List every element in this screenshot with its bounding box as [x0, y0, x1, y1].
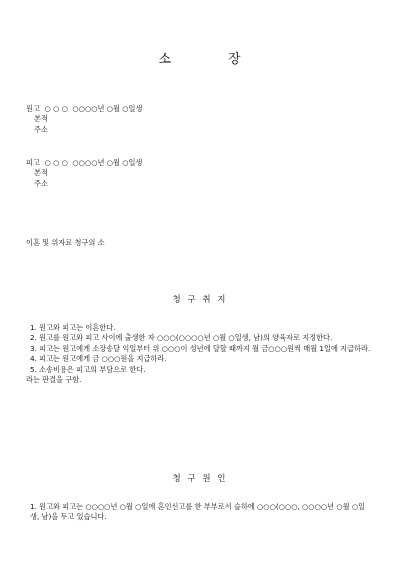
defendant-domicile: 본적	[34, 168, 48, 178]
document-title	[0, 51, 400, 70]
defendant-block	[26, 158, 142, 189]
claim-item-5: 5. 소송비용은 피고의 부담으로 한다.	[30, 364, 146, 374]
cause-body	[26, 502, 374, 523]
plaintiff-domicile: 본적	[34, 114, 48, 124]
claim-item-2: 2. 원고를 원고와 피고 사이에 출생한 자 ○○○(○○○○년 ○월 ○일생, 남)의 양육자로 지정한다.	[30, 333, 333, 343]
title-char-2: 장	[228, 52, 242, 67]
claim-closing: 라는 판결을 구함.	[26, 375, 82, 385]
plaintiff-block	[26, 104, 142, 135]
claim-item-1: 1. 원고와 피고는 이혼한다.	[30, 323, 116, 332]
claim-item-4: 4. 피고는 원고에게 금 ○○○원을 지급하라.	[30, 354, 167, 364]
claim-item-3: 3. 피고는 원고에게 소장송달 익일부터 위 ○○○이 성년에 달할 때까지 월 금○○○원씩 매월 1일에 지급하라.	[30, 343, 371, 353]
cause-heading: 청 구 원 인	[172, 474, 228, 484]
plaintiff-address: 주소	[34, 124, 48, 134]
cause-item-1: 1. 원고와 피고는 ○○○○년 ○월 ○일에 혼인신고를 한 부부로서 슬하에 ○○○(○○○, ○○○○년 ○월 ○일생, 남)을 두고 있습니다.	[30, 502, 366, 522]
defendant-address: 주소	[34, 178, 48, 188]
plaintiff-line: 원고 ○ ○ ○ ○○○○년 ○월 ○일생	[26, 104, 143, 113]
defendant-line: 피고 ○ ○ ○ ○○○○년 ○월 ○일생	[26, 158, 143, 167]
claim-body	[26, 323, 374, 386]
claim-heading: 청 구 취 지	[172, 295, 228, 305]
title-char-1: 소	[158, 52, 172, 67]
case-name: 이혼 및 위자료 청구의 소	[26, 238, 105, 247]
